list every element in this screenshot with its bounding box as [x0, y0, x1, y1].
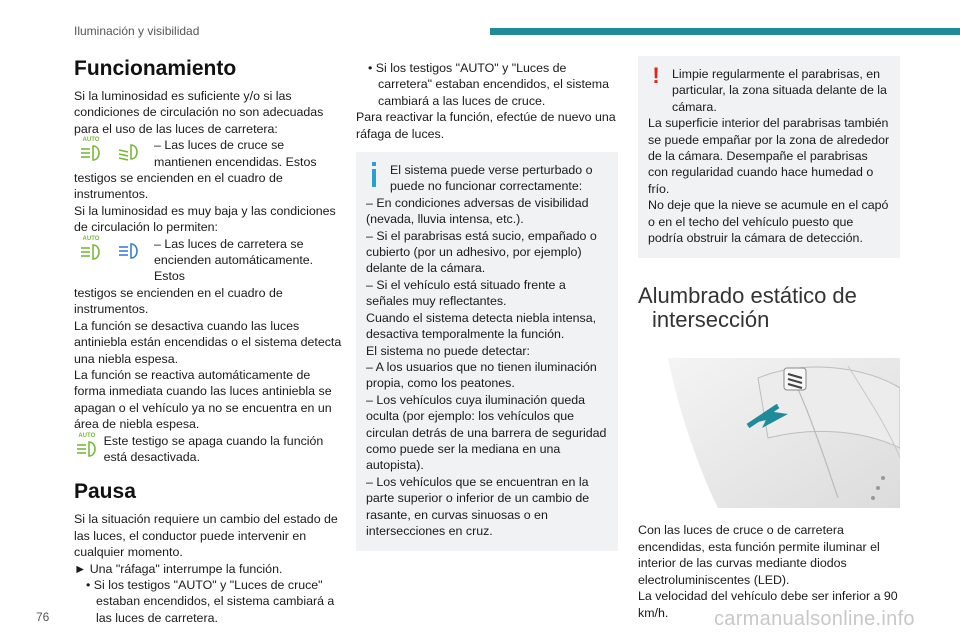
- paragraph: La superficie interior del parabrisas también se puede empañar por la zona de alrededor de la cámara. Desempañe el parabrisas con regularidad cuando hace humedad o frío.: [648, 116, 890, 196]
- info-box: [356, 152, 618, 551]
- paragraph: Si la situación requiere un cambio del estado de las luces, el conductor puede intervenir en cualquier momento.: [74, 512, 338, 560]
- warning-box: [638, 56, 900, 258]
- page-number: 76: [36, 610, 50, 624]
- auto-headlamp-green-icon: AUTO: [74, 433, 100, 463]
- paragraph: ► Una "ráfaga" interrumpe la función.: [74, 561, 283, 576]
- warning-exclamation-icon: !: [652, 63, 660, 88]
- paragraph: La velocidad del vehículo debe ser inferior a 90 km/h.: [638, 589, 898, 620]
- icon-description: – Las luces de cruce se mantienen encendidas. Estos: [154, 138, 317, 169]
- auto-headlamp-green-icon: AUTO: [74, 137, 108, 167]
- headlamp-illustration: [638, 348, 900, 508]
- paragraph: Si la luminosidad es suficiente y/o si las condiciones de circulación no son adecuadas para el uso de las luces de carretera:: [74, 89, 324, 136]
- info-item: – Los vehículos que se encuentran en la parte superior o inferior de un cambio de rasante, en curvas sinuosas o en intersecciones en cruz.: [366, 474, 590, 538]
- paragraph: Si la luminosidad es muy baja y las condiciones de circulación lo permiten:: [74, 203, 336, 235]
- heading-funcionamiento: Funcionamiento: [74, 57, 237, 80]
- info-item: – Los vehículos cuya iluminación queda oculta (por ejemplo: los vehículos que circulan detrás de una barrera de seguridad como puede ser la mediana en una autopista).: [366, 392, 607, 473]
- info-item: – En condiciones adversas de visibilidad (nevada, lluvia intensa, etc.).: [366, 195, 589, 227]
- icon-description: – Las luces de carretera se encienden automáticamente. Estos: [154, 236, 314, 284]
- icon-row-low-beam: [74, 137, 344, 170]
- paragraph: No deje que la nieve se acumule en el capó o en el techo del vehículo puesto que podría obstruir la cámara de detección.: [648, 198, 889, 246]
- bullet-item: • Si los testigos "AUTO" y "Luces de cruce" estaban encendidos, el sistema cambiará a las luces de carretera.: [86, 577, 335, 625]
- info-icon: [366, 162, 382, 188]
- column-left: [74, 56, 344, 626]
- watermark: carmanualsonline.info: [714, 608, 915, 630]
- info-item: – A los usuarios que no tienen iluminación propia, como los peatones.: [366, 359, 597, 391]
- warning-text: Limpie regularmente el parabrisas, en particular, la zona situada delante de la cámara.: [672, 67, 887, 114]
- high-beam-blue-icon: [112, 236, 146, 266]
- icon-row-off: [74, 433, 344, 466]
- icon-row-high-beam: [74, 236, 344, 285]
- icon-description: Este testigo se apaga cuando la función está desactivada.: [103, 433, 324, 464]
- running-header: Iluminación y visibilidad: [74, 24, 200, 38]
- paragraph: La función se reactiva automáticamente de forma inmediata cuando las luces antiniebla se apagan o el vehículo ya no se encuentra en un área de niebla espesa.: [74, 367, 332, 432]
- column-middle: [356, 60, 618, 551]
- low-beam-green-icon: [112, 137, 146, 167]
- info-item: – Si el vehículo está situado frente a señales muy reflectantes.: [366, 277, 566, 309]
- info-intro: El sistema puede verse perturbado o puede no funcionar correctamente:: [390, 163, 593, 194]
- paragraph: Para reactivar la función, efectúe de nuevo una ráfaga de luces.: [356, 110, 616, 141]
- paragraph: testigos se encienden en el cuadro de instrumentos.: [74, 285, 283, 317]
- heading-pausa: Pausa: [74, 480, 136, 504]
- paragraph: Con las luces de cruce o de carretera encendidas, esta función permite iluminar el interior de las curvas mediante diodos electroluminiscentes (LED).: [638, 523, 880, 587]
- paragraph: testigos se encienden en el cuadro de instrumentos.: [74, 171, 283, 202]
- section-heading: Alumbrado estático de intersección: [638, 283, 857, 333]
- bullet-item: • Si los testigos "AUTO" y "Luces de carretera" estaban encendidos, el sistema cambiará a las luces de cruce.: [368, 61, 609, 108]
- paragraph: La función se desactiva cuando las luces antiniebla están encendidas o el sistema detecta una niebla espesa.: [74, 318, 342, 366]
- info-item: – Si el parabrisas está sucio, empañado o cubierto (por un adhesivo, por ejemplo) delante de la cámara.: [366, 228, 597, 276]
- auto-headlamp-green-icon: AUTO: [74, 236, 108, 266]
- paragraph: Cuando el sistema detecta niebla intensa, desactiva temporalmente la función.: [366, 310, 597, 342]
- header-accent-bar: [490, 28, 960, 35]
- paragraph: El sistema no puede detectar:: [366, 343, 530, 358]
- column-right: [638, 56, 900, 621]
